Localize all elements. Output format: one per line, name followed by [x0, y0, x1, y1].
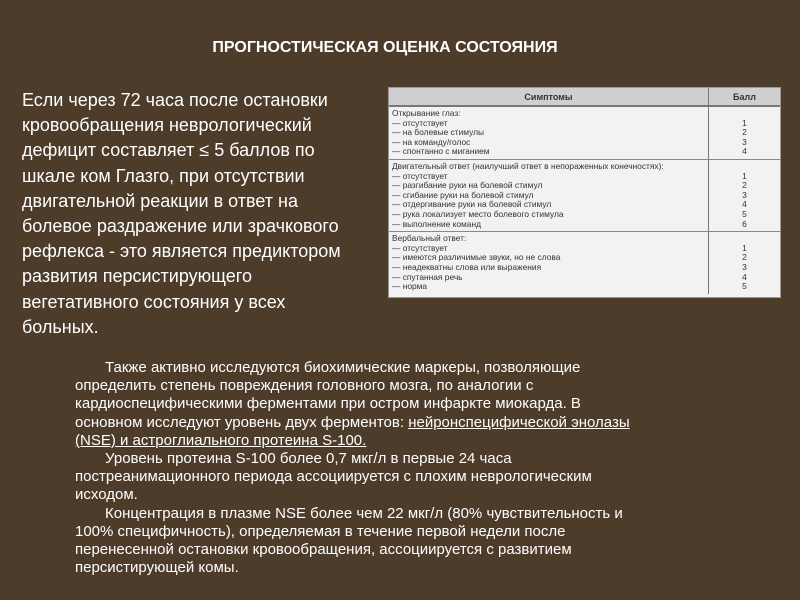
text-line: дефицит составляет ≤ 5 баллов по — [22, 140, 315, 161]
score-value: 3 — [742, 189, 747, 200]
symptom-item: — норма — [392, 281, 428, 292]
symptom-item: — рука локализует место болевого стимула — [392, 208, 564, 219]
symptoms-cell — [389, 107, 709, 159]
text-line: кардиоспецифическими ферментами при остром инфаркте миокарда. В — [75, 395, 581, 413]
symptom-item: — на команду/голос — [392, 136, 471, 147]
score-value: 4 — [742, 271, 747, 282]
biomarkers-text — [75, 359, 755, 577]
table-section — [389, 232, 780, 294]
symptom-item: — спутанная речь — [392, 271, 463, 282]
symptom-item: — отсутствует — [392, 170, 448, 181]
text-line: больных. — [22, 316, 99, 337]
symptom-item: — отсутствует — [392, 117, 448, 128]
score-value: 2 — [742, 127, 747, 138]
score-cell — [709, 160, 780, 231]
score-cell — [709, 232, 780, 294]
text-line: Концентрация в плазме NSE более чем 22 мкг/л (80% чувствительность и — [105, 504, 623, 522]
text-line: исходом. — [75, 486, 138, 504]
score-value: 2 — [742, 180, 747, 191]
symptom-item: — разгибание руки на болевой стимул — [392, 180, 543, 191]
score-value: 6 — [742, 218, 747, 229]
symptom-item: — неадекватны слова или выражения — [392, 261, 542, 272]
glasgow-coma-scale-table — [388, 87, 781, 298]
symptom-item: — отсутствует — [392, 242, 448, 253]
header-symptoms: Симптомы — [389, 88, 709, 105]
section-heading: Вербальный ответ: — [392, 233, 467, 244]
text-line: вегетативного состояния у всех — [22, 291, 286, 312]
symptoms-cell — [389, 232, 709, 294]
text-line: развития персистирующего — [22, 266, 252, 287]
text-span: основном исследуют уровень двух ферментов: — [75, 413, 409, 431]
score-value: 3 — [742, 261, 747, 272]
score-value: 1 — [742, 242, 747, 253]
score-value: 4 — [742, 146, 747, 157]
table-section — [389, 160, 780, 232]
text-line: постреанимационного периода ассоциируется с плохим неврологическим — [75, 468, 592, 486]
score-value: 5 — [742, 208, 747, 219]
slide-title: ПРОГНОСТИЧЕСКАЯ ОЦЕНКА СОСТОЯНИЯ — [212, 39, 558, 56]
symptom-item: — отдергивание руки на болевой стимул — [392, 199, 552, 210]
text-line: персистирующей комы. — [75, 559, 239, 577]
text-line: 100% специфичность), определяемая в течение первой недели после — [75, 522, 566, 540]
symptom-item: — сгибание руки на болевой стимул — [392, 189, 534, 200]
score-value: 3 — [742, 136, 747, 147]
symptoms-cell — [389, 160, 709, 231]
text-line — [75, 414, 755, 432]
enzymes-link[interactable]: (NSE) и астроглиального протеина S-100. — [75, 431, 367, 449]
text-line: двигательной реакции в ответ на — [22, 190, 298, 211]
table-header — [389, 88, 780, 107]
text-line: кровообращения неврологический — [22, 115, 312, 136]
score-value: 1 — [742, 117, 747, 128]
text-line: Также активно исследуются биохимические маркеры, позволяющие — [105, 359, 581, 376]
symptom-item: — спонтанно с миганием — [392, 146, 490, 157]
table-section — [389, 107, 780, 160]
score-value: 4 — [742, 199, 747, 210]
symptom-item: — имеются различимые звуки, но не слова — [392, 252, 561, 263]
gcs-prognosis-text — [22, 88, 341, 340]
text-line: рефлекса - это является предиктором — [22, 241, 341, 262]
section-heading: Открывание глаз: — [392, 108, 461, 118]
score-cell — [709, 107, 780, 159]
text-line: перенесенной остановки кровообращения, ассоциируется с развитием — [75, 541, 572, 559]
score-value: 5 — [742, 281, 747, 292]
section-heading: Двигательный ответ (наилучший ответ в непораженных конечностях): — [392, 160, 664, 171]
symptom-item: — на болевые стимулы — [392, 127, 485, 138]
text-line: Если через 72 часа после остановки — [22, 90, 328, 110]
text-line: шкале ком Глазго, при отсутствии — [22, 165, 305, 186]
text-line — [75, 432, 755, 450]
header-score: Балл — [733, 91, 756, 102]
text-line: определить степень повреждения головного мозга, по аналогии с — [75, 377, 534, 395]
symptom-item: — выполнение команд — [392, 218, 481, 229]
text-line: Уровень протеина S-100 более 0,7 мкг/л в первые 24 часа — [105, 450, 512, 468]
text-line: болевое раздражение или зрачкового — [22, 216, 339, 237]
enzymes-link[interactable]: нейронспецифической энолазы — [408, 413, 630, 431]
score-value: 2 — [742, 252, 747, 263]
score-value: 1 — [742, 170, 747, 181]
